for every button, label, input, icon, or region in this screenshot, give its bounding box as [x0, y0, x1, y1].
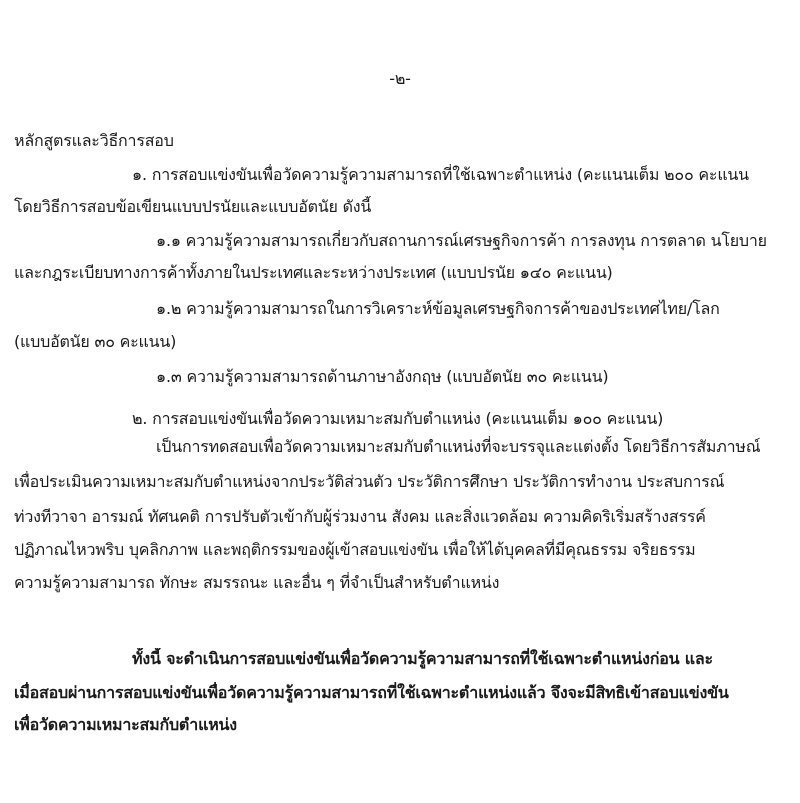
closing-line-2: เมื่อสอบผ่านการสอบแข่งขันเพื่อวัดความรู้ความสามารถที่ใช้เฉพาะตำแหน่งแล้ว จึงจะมีสิทธิเข้าสอบแข่งขัน: [14, 683, 729, 702]
section-heading: หลักสูตรและวิธีการสอบ: [14, 131, 174, 150]
closing-line-3: เพื่อวัดความเหมาะสมกับตำแหน่ง: [14, 715, 237, 734]
item-1-3: ๑.๓ ความรู้ความสามารถด้านภาษาอังกฤษ (แบบอัตนัย ๓๐ คะแนน): [156, 367, 609, 386]
item-2-title: ๒. การสอบแข่งขันเพื่อวัดความเหมาะสมกับตำแหน่ง (คะแนนเต็ม ๑๐๐ คะแนน): [132, 409, 664, 428]
item-2-body-line-5: ความรู้ความสามารถ ทักษะ สมรรถนะ และอื่น ๆ ที่จำเป็นสำหรับตำแหน่ง: [14, 573, 500, 592]
item-1-2-line-1: ๑.๒ ความรู้ความสามารถในการวิเคราะห์ข้อมูลเศรษฐกิจการค้าของประเทศไทย/โลก: [156, 299, 720, 318]
item-2-body-line-4: ปฏิภาณไหวพริบ บุคลิกภาพ และพฤติกรรมของผู้เข้าสอบแข่งขัน เพื่อให้ได้บุคคลที่มีคุณธรรม จริยธรรม: [14, 540, 696, 559]
item-1-1-line-2: และกฎระเบียบทางการค้าทั้งภายในประเทศและระหว่างประเทศ (แบบปรนัย ๑๔๐ คะแนน): [14, 263, 613, 282]
item-2-body-line-2: เพื่อประเมินความเหมาะสมกับตำแหน่งจากประวัติส่วนตัว ประวัติการศึกษา ประวัติการทำงาน ประสบการณ์: [14, 472, 725, 491]
page-number: -๒-: [389, 69, 411, 88]
closing-line-1: ทั้งนี้ จะดำเนินการสอบแข่งขันเพื่อวัดความรู้ความสามารถที่ใช้เฉพาะตำแหน่งก่อน และ: [132, 649, 713, 668]
item-1-2-line-2: (แบบอัตนัย ๓๐ คะแนน): [14, 332, 177, 351]
item-2-body-line-3: ท่วงทีวาจา อารมณ์ ทัศนคติ การปรับตัวเข้ากับผู้ร่วมงาน สังคม และสิ่งแวดล้อม ความคิดริเริ่มสร้างสรรค์: [14, 507, 706, 526]
item-1-title: ๑. การสอบแข่งขันเพื่อวัดความรู้ความสามารถที่ใช้เฉพาะตำแหน่ง (คะแนนเต็ม ๒๐๐ คะแนน: [132, 165, 749, 184]
item-1-method: โดยวิธีการสอบข้อเขียนแบบปรนัยและแบบอัตนัย ดังนี้: [14, 197, 372, 216]
item-1-1-line-1: ๑.๑ ความรู้ความสามารถเกี่ยวกับสถานการณ์เศรษฐกิจการค้า การลงทุน การตลาด นโยบาย: [156, 231, 767, 250]
item-2-body-line-1: เป็นการทดสอบเพื่อวัดความเหมาะสมกับตำแหน่งที่จะบรรจุและแต่งตั้ง โดยวิธีการสัมภาษณ์: [156, 437, 761, 456]
